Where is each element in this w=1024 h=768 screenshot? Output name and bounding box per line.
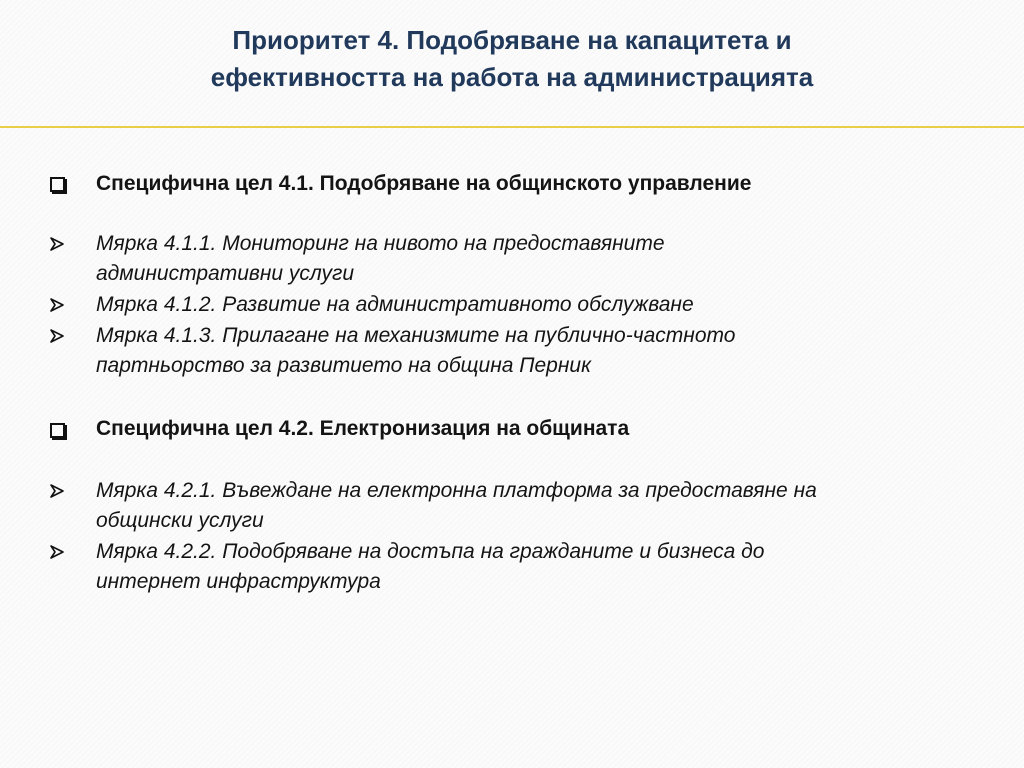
measure-4-2-1-line-2: общински услуги	[96, 509, 264, 532]
goal-4-2: Специфична цел 4.2. Електронизация на общината	[96, 417, 630, 440]
checkbox-square-icon	[46, 173, 68, 195]
measure-4-2-2	[96, 537, 996, 597]
arrow-right-icon	[46, 325, 68, 347]
measure-4-2-2-line-2: интернет инфраструктура	[96, 570, 381, 593]
checkbox-square-icon	[46, 419, 68, 441]
measure-4-2-1-line-1: Мярка 4.2.1. Въвеждане на електронна платформа за предоставяне на	[96, 479, 817, 502]
measure-4-1-3	[96, 321, 996, 381]
measure-4-1-1-line-2: административни услуги	[96, 262, 355, 285]
arrow-right-icon	[46, 294, 68, 316]
arrow-right-icon	[46, 233, 68, 255]
measure-4-1-2	[96, 290, 996, 320]
slide-title-line-1: Приоритет 4. Подобряване на капацитета и	[232, 25, 792, 55]
measure-4-1-3-line-2: партньорство за развитието на община Перник	[96, 354, 592, 377]
measure-4-1-3-line-1: Мярка 4.1.3. Прилагане на механизмите на публично-частното	[96, 324, 736, 347]
measure-4-1-1	[96, 229, 996, 289]
measure-4-1-2-line-1: Мярка 4.1.2. Развитие на административното обслужване	[96, 293, 694, 316]
arrow-right-icon	[46, 480, 68, 502]
arrow-right-icon	[46, 541, 68, 563]
measure-4-2-2-line-1: Мярка 4.2.2. Подобряване на достъпа на гражданите и бизнеса до	[96, 540, 765, 563]
goal-4-1: Специфична цел 4.1. Подобряване на общинското управление	[96, 172, 752, 195]
measure-4-1-1-line-1: Мярка 4.1.1. Мониторинг на нивото на предоставяните	[96, 232, 665, 255]
slide-title-line-2: ефективността на работа на администрацията	[210, 62, 814, 92]
measure-4-2-1	[96, 476, 996, 536]
